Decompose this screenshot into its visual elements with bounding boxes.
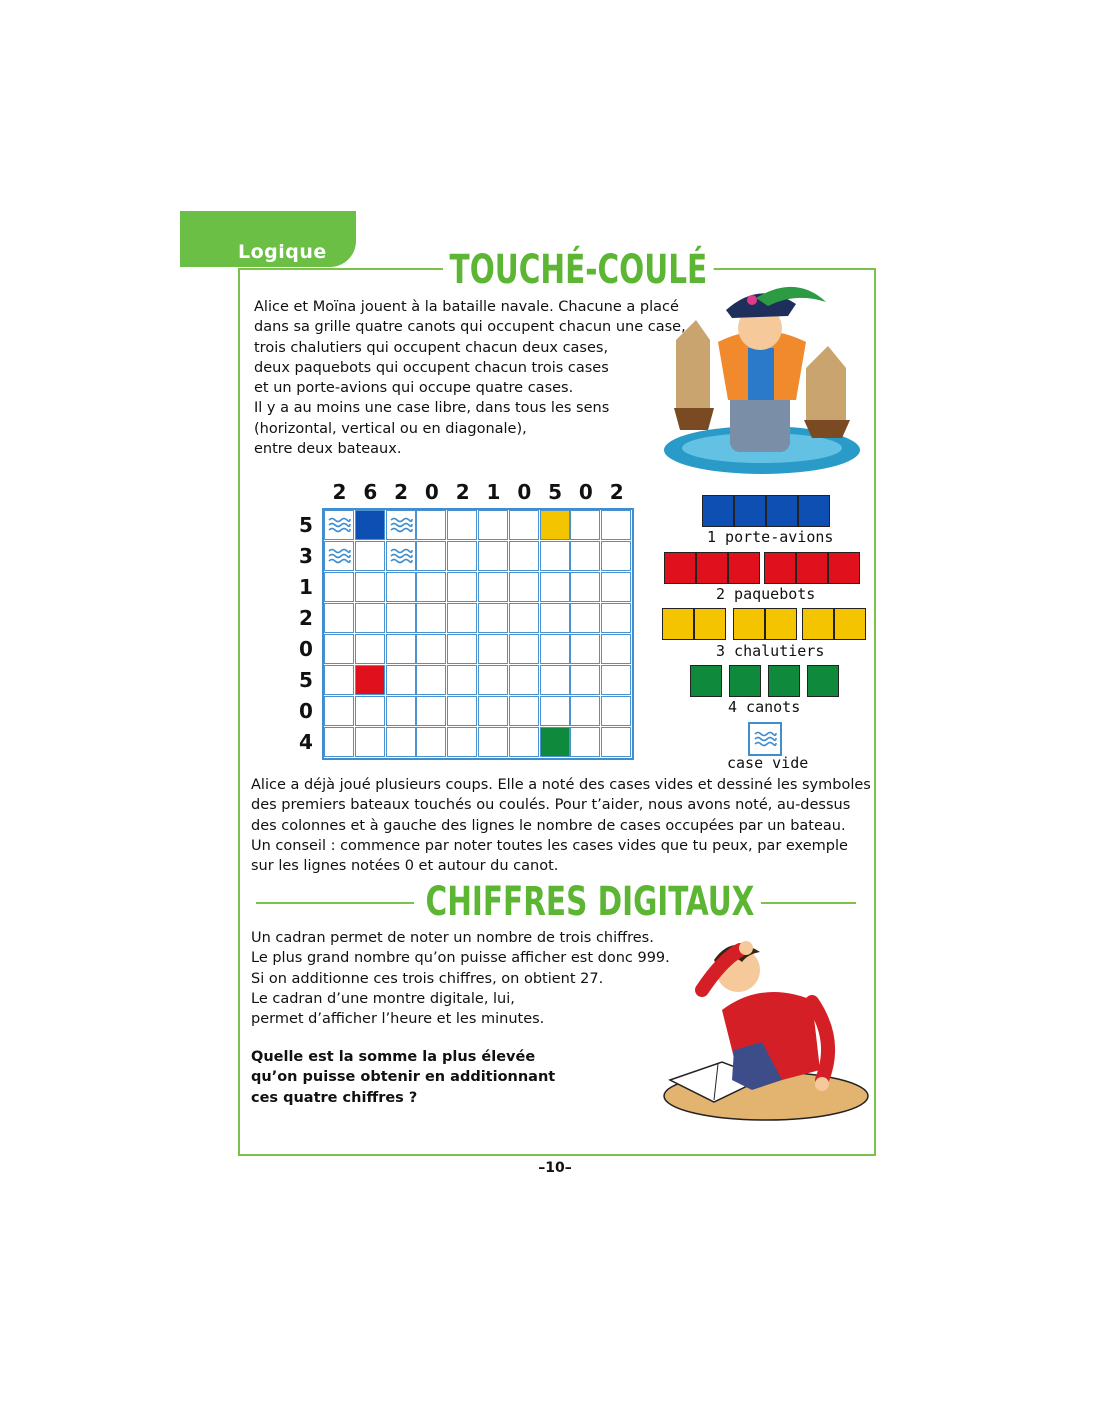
grid-cell bbox=[447, 634, 477, 664]
legend-paquebot-ship-1 bbox=[664, 552, 760, 584]
grid-cell bbox=[416, 634, 446, 664]
column-count: 0 bbox=[578, 480, 593, 504]
thinking-boy-illustration bbox=[662, 930, 866, 1122]
grid-cell bbox=[478, 541, 508, 571]
grid-cell bbox=[540, 541, 570, 571]
water-icon bbox=[754, 730, 776, 748]
row-count: 1 bbox=[299, 575, 313, 599]
legend-chalutier-ship-2 bbox=[733, 608, 797, 640]
grid-cell bbox=[509, 634, 539, 664]
legend-chalutiers-label: 3 chalutiers bbox=[716, 642, 825, 660]
grid-cell bbox=[540, 603, 570, 633]
row-count: 4 bbox=[299, 730, 313, 754]
grid-cell bbox=[447, 572, 477, 602]
grid-cell bbox=[447, 510, 477, 540]
grid-cell bbox=[447, 696, 477, 726]
grid-cell bbox=[386, 665, 416, 695]
title-rule-left bbox=[360, 268, 445, 270]
grid-cell bbox=[416, 665, 446, 695]
grid-cell bbox=[386, 603, 416, 633]
grid-cell bbox=[324, 696, 354, 726]
legend-chalutier-ship-1 bbox=[662, 608, 726, 640]
grid-cell bbox=[509, 665, 539, 695]
grid-cell bbox=[570, 665, 600, 695]
grid-cell bbox=[355, 696, 385, 726]
column-count: 2 bbox=[332, 480, 347, 504]
column-count: 0 bbox=[424, 480, 439, 504]
grid-cell bbox=[540, 696, 570, 726]
grid-cell bbox=[601, 696, 631, 726]
column-count: 2 bbox=[394, 480, 409, 504]
grid-cell bbox=[478, 696, 508, 726]
grid-cell bbox=[570, 510, 600, 540]
legend-case-vide-label: case vide bbox=[727, 754, 809, 772]
legend-porte-avions-label: 1 porte-avions bbox=[707, 528, 834, 546]
grid-cell bbox=[509, 510, 539, 540]
legend-canot-2 bbox=[729, 665, 761, 697]
grid-cell bbox=[416, 603, 446, 633]
grid-cell bbox=[386, 572, 416, 602]
puzzle1-intro: Alice et Moïna jouent à la bataille navale. Chacune a placé dans sa grille quatre canots qui occupent chacun une case, trois chalutiers qui occupent chacun deux cases, deux paquebots qui occupent chacun trois cases et un porte-avions qui occupe quatre cases. Il y a au moins une case libre, dans tous les sens (horizontal, vertical ou en diagonale), entre deux bateaux. bbox=[254, 299, 686, 458]
grid-cell bbox=[509, 541, 539, 571]
grid-cell bbox=[386, 634, 416, 664]
grid-cell bbox=[447, 541, 477, 571]
puzzle2-text: Un cadran permet de noter un nombre de trois chiffres. Le plus grand nombre qu’on puisse afficher est donc 999. Si on additionne ces trois chiffres, on obtient 27. Le cadran d’une montre digitale, lui, permet d’afficher l’heure et les minutes. bbox=[251, 930, 670, 1028]
grid-cell bbox=[416, 727, 446, 757]
grid-cell-water bbox=[324, 541, 354, 571]
legend-case-vide-cell bbox=[748, 722, 782, 756]
grid-cell bbox=[509, 603, 539, 633]
section-tab-label: Logique bbox=[238, 241, 327, 263]
row-count: 5 bbox=[299, 668, 313, 692]
grid-cell bbox=[355, 541, 385, 571]
legend-canot-1 bbox=[690, 665, 722, 697]
column-count: 0 bbox=[517, 480, 532, 504]
grid-cell bbox=[324, 634, 354, 664]
pirate-illustration bbox=[656, 280, 868, 480]
grid-cell bbox=[324, 727, 354, 757]
grid-cell bbox=[570, 634, 600, 664]
legend-chalutier-ship-3 bbox=[802, 608, 866, 640]
battleship-grid bbox=[322, 508, 634, 760]
grid-cell bbox=[324, 603, 354, 633]
puzzle1-explanation: Alice a déjà joué plusieurs coups. Elle a noté des cases vides et dessiné les symboles des premiers bateaux touchés ou coulés. Pour t’aider, nous avons noté, au-dessus des colonnes et à gauche des lignes le nombre de cases occupées par un bateau. Un conseil : commence par noter toutes les cases vides que tu peux, par exemple sur les lignes notées 0 et autour du canot. bbox=[251, 777, 871, 875]
legend-canots-label: 4 canots bbox=[728, 698, 801, 716]
legend-porte-avions-ship bbox=[702, 495, 830, 527]
grid-cell-water bbox=[324, 510, 354, 540]
grid-cell bbox=[570, 603, 600, 633]
grid-cell bbox=[601, 572, 631, 602]
grid-cell bbox=[509, 572, 539, 602]
legend-canot-3 bbox=[768, 665, 800, 697]
grid-cell bbox=[447, 603, 477, 633]
grid-cell bbox=[509, 727, 539, 757]
grid-cell bbox=[478, 665, 508, 695]
grid-cell bbox=[478, 634, 508, 664]
puzzle2-title: CHIFFRES DIGITAUX bbox=[419, 880, 761, 924]
grid-cell-yellow bbox=[540, 510, 570, 540]
grid-cell-green bbox=[540, 727, 570, 757]
grid-cell bbox=[416, 541, 446, 571]
row-count: 3 bbox=[299, 544, 313, 568]
grid-cell bbox=[540, 665, 570, 695]
grid-cell bbox=[386, 727, 416, 757]
grid-cell-water bbox=[386, 510, 416, 540]
grid-cell bbox=[601, 665, 631, 695]
grid-cell bbox=[601, 541, 631, 571]
grid-cell-red bbox=[355, 665, 385, 695]
grid-cell bbox=[478, 572, 508, 602]
grid-cell bbox=[447, 665, 477, 695]
grid-cell bbox=[416, 510, 446, 540]
grid-cell bbox=[601, 603, 631, 633]
grid-cell bbox=[355, 572, 385, 602]
column-count: 5 bbox=[548, 480, 563, 504]
column-count: 6 bbox=[363, 480, 378, 504]
grid-cell bbox=[570, 727, 600, 757]
column-count: 2 bbox=[455, 480, 470, 504]
title2-rule-left bbox=[256, 902, 414, 904]
row-count: 5 bbox=[299, 513, 313, 537]
puzzle1-title: TOUCHÉ-COULÉ bbox=[443, 248, 714, 292]
grid-cell bbox=[601, 727, 631, 757]
grid-cell-blue bbox=[355, 510, 385, 540]
grid-cell bbox=[601, 634, 631, 664]
grid-cell bbox=[355, 634, 385, 664]
legend-canot-4 bbox=[807, 665, 839, 697]
grid-cell bbox=[355, 603, 385, 633]
grid-cell bbox=[386, 696, 416, 726]
grid-cell bbox=[447, 727, 477, 757]
column-count: 2 bbox=[609, 480, 624, 504]
grid-cell bbox=[570, 696, 600, 726]
grid-cell bbox=[509, 696, 539, 726]
grid-cell bbox=[355, 727, 385, 757]
grid-cell bbox=[601, 510, 631, 540]
legend-paquebot-ship-2 bbox=[764, 552, 860, 584]
row-count: 2 bbox=[299, 606, 313, 630]
grid-cell bbox=[478, 727, 508, 757]
section-tab bbox=[180, 211, 356, 267]
grid-cell bbox=[324, 572, 354, 602]
grid-cell bbox=[540, 634, 570, 664]
grid-cell bbox=[570, 541, 600, 571]
page-number: –10– bbox=[538, 1160, 572, 1176]
grid-cell bbox=[478, 603, 508, 633]
row-count: 0 bbox=[299, 637, 313, 661]
puzzle2-question: Quelle est la somme la plus élevée qu’on puisse obtenir en additionnant ces quatre chiffres ? bbox=[251, 1049, 556, 1106]
grid-cell-water bbox=[386, 541, 416, 571]
grid-cell bbox=[416, 696, 446, 726]
grid-cell bbox=[540, 572, 570, 602]
legend-paquebots-label: 2 paquebots bbox=[716, 585, 816, 603]
row-count: 0 bbox=[299, 699, 313, 723]
grid-cell bbox=[570, 572, 600, 602]
grid-cell bbox=[324, 665, 354, 695]
grid-cell bbox=[416, 572, 446, 602]
grid-cell bbox=[478, 510, 508, 540]
column-count: 1 bbox=[486, 480, 501, 504]
